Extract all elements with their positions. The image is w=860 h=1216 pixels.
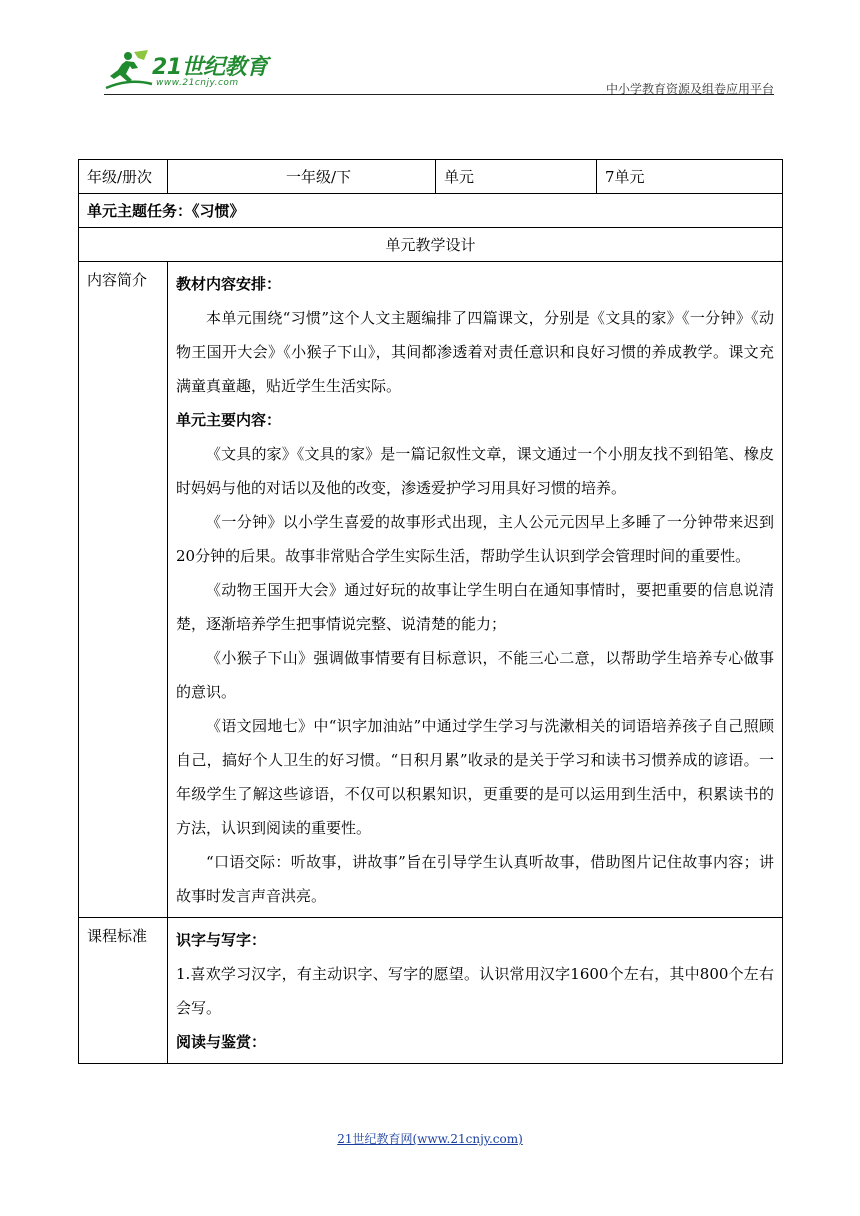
grade-row	[79, 160, 783, 194]
standards-row	[79, 918, 783, 1064]
unit-label: 单元	[436, 160, 597, 194]
intro-paragraph: 《动物王国开大会》通过好玩的故事让学生明白在通知事情时，要把重要的信息说清楚，逐渐培养学生把事情说完整、说清楚的能力；	[176, 581, 774, 633]
theme-row	[79, 194, 783, 228]
design-title-row	[79, 228, 783, 262]
intro-row	[79, 262, 783, 918]
header-divider	[104, 94, 774, 95]
design-title: 单元教学设计	[79, 228, 783, 262]
unit-theme: 单元主题任务：《习惯》	[79, 194, 783, 228]
runner-logo-icon	[104, 48, 154, 92]
intro-paragraph: “口语交际：听故事，讲故事”旨在引导学生认真听故事，借助图片记住故事内容；讲故事时发言声音洪亮。	[176, 853, 774, 905]
unit-design-table	[78, 159, 783, 1064]
standards-item-1: 1.喜欢学习汉字，有主动识字、写字的愿望。认识常用汉字1600个左右，其中800个左右会写。	[176, 965, 774, 1017]
standards-heading-literacy: 识字与写字：	[176, 931, 267, 949]
grade-value: 一年级/下	[168, 160, 436, 194]
logo-url: www.21cnjy.com	[156, 78, 239, 88]
intro-content	[168, 262, 783, 918]
standards-label: 课程标准	[79, 918, 168, 1064]
platform-name: 中小学教育资源及组卷应用平台	[605, 82, 774, 96]
intro-paragraph: 《一分钟》以小学生喜爱的故事形式出现，主人公元元因早上多睡了一分钟带来迟到20分钟的后果。故事非常贴合学生实际生活，帮助学生认识到学会管理时间的重要性。	[176, 513, 774, 565]
grade-label: 年级/册次	[79, 160, 168, 194]
footer-link[interactable]: 21世纪教育网(www.21cnjy.com)	[337, 1132, 523, 1146]
intro-paragraph: 《语文园地七》中“识字加油站”中通过学生学习与洗漱相关的词语培养孩子自己照顾自己，搞好个人卫生的好习惯。“日积月累”收录的是关于学习和读书习惯养成的谚语。一年级学生了解这些谚语，不仅可以积累知识，更重要的是可以运用到生活中，积累读书的方法，认识到阅读的重要性。	[176, 717, 774, 837]
intro-paragraph: 《文具的家》《文具的家》是一篇记叙性文章，课文通过一个小朋友找不到铅笔、橡皮时妈妈与他的对话以及他的改变，渗透爱护学习用具好习惯的培养。	[176, 445, 774, 497]
intro-paragraph: 《小猴子下山》强调做事情要有目标意识，不能三心二意，以帮助学生培养专心做事的意识。	[176, 649, 774, 701]
site-logo[interactable]	[104, 48, 284, 94]
page-header	[0, 0, 860, 100]
page-footer	[0, 1128, 860, 1147]
standards-content	[168, 918, 783, 1064]
logo-text: 21世纪教育	[152, 55, 268, 80]
intro-paragraph: 本单元围绕“习惯”这个人文主题编排了四篇课文，分别是《文具的家》《一分钟》《动物王国开大会》《小猴子下山》，其间都渗透着对责任意识和良好习惯的养成教学。课文充满童真童趣，贴近学生生活实际。	[176, 309, 774, 395]
intro-label: 内容简介	[79, 262, 168, 918]
intro-heading: 教材内容安排：	[176, 275, 282, 293]
standards-heading-reading: 阅读与鉴赏：	[176, 1033, 267, 1051]
unit-value: 7单元	[597, 160, 783, 194]
intro-heading: 单元主要内容：	[176, 411, 282, 429]
